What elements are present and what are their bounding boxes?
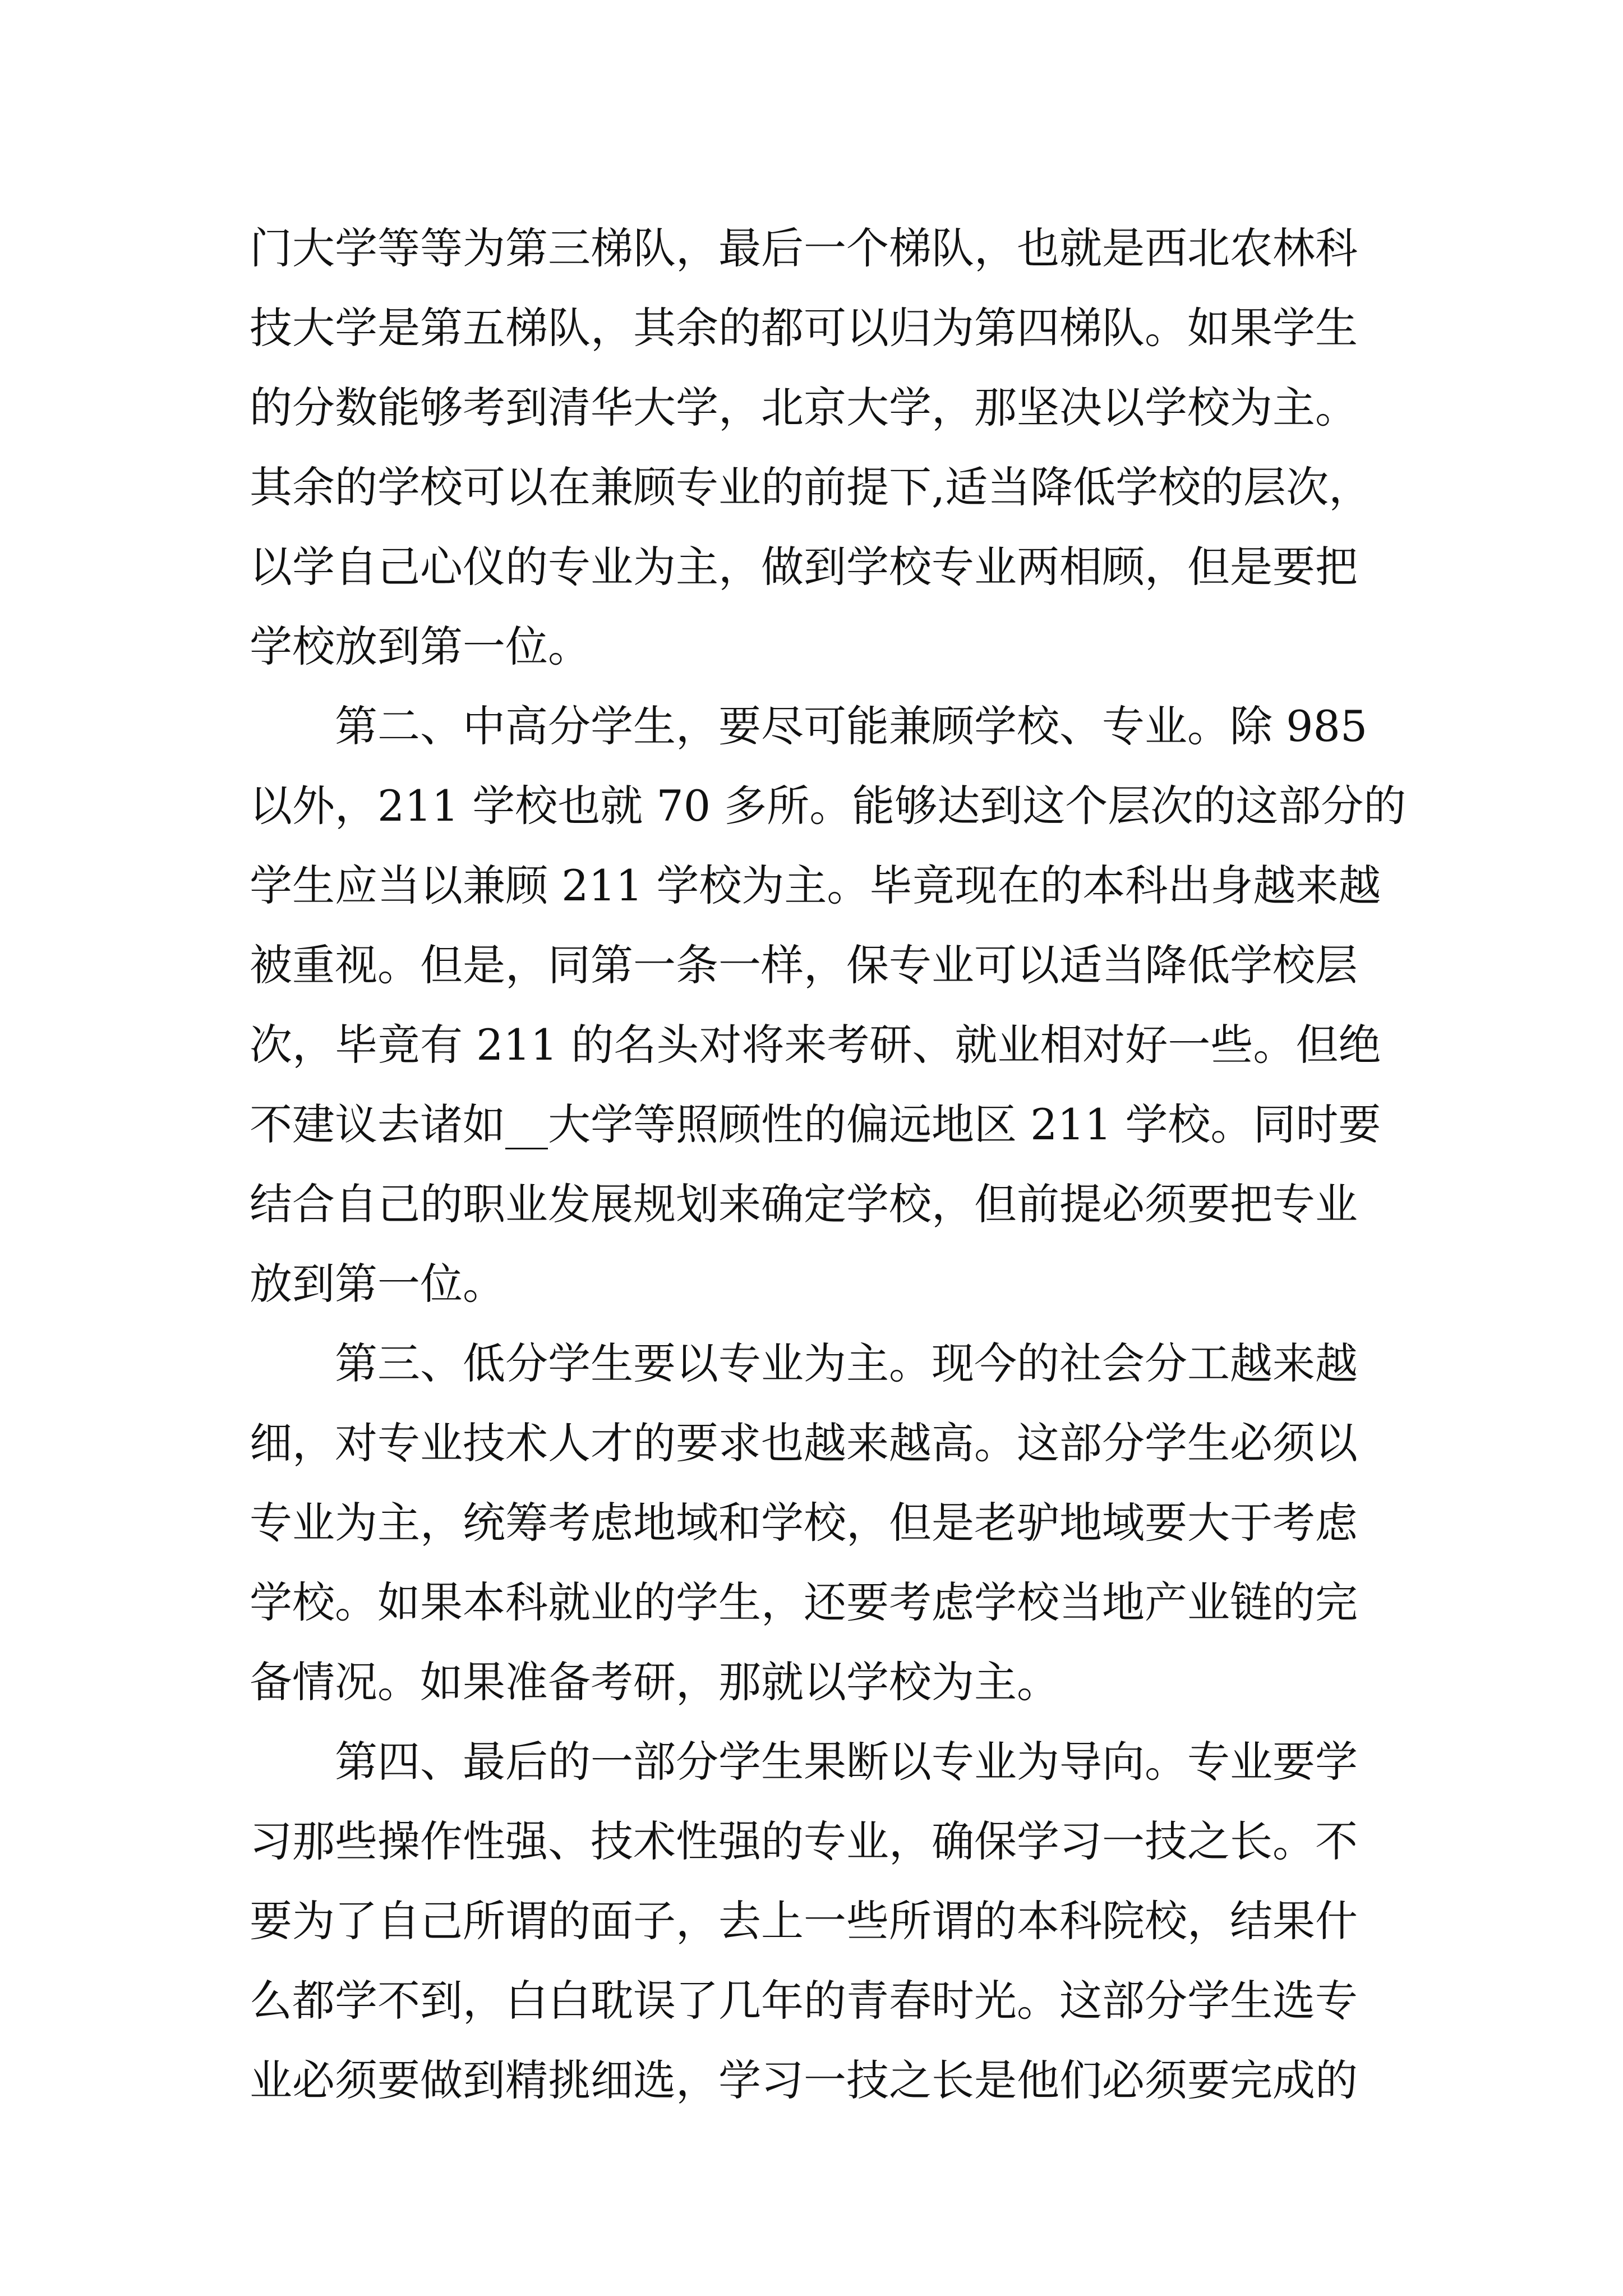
document-body-text <box>250 209 1407 2120</box>
text-line: 结合自己的职业发展规划来确定学校，但前提必须要把专业 <box>250 1179 1358 1229</box>
text-line: 其余的学校可以在兼顾专业的前提下,适当降低学校的层次， <box>250 462 1372 512</box>
paragraph-first-line: 第四、最后的一部分学生果断以专业为导向。专业要学 <box>335 1737 1358 1787</box>
text-line: 专业为主，统筹考虑地域和学校，但是老驴地域要大于考虑 <box>250 1498 1358 1548</box>
text-line: 学生应当以兼顾 211 学校为主。毕竟现在的本科出身越来越 <box>250 861 1381 910</box>
text-line: 学校。如果本科就业的学生，还要考虑学校当地产业链的完 <box>250 1577 1358 1627</box>
text-line: 技大学是第五梯队，其余的都可以归为第四梯队。如果学生 <box>250 303 1358 353</box>
text-line: 以外，211 学校也就 70 多所。能够达到这个层次的这部分的 <box>250 781 1407 831</box>
text-line: 以学自己心仪的专业为主，做到学校专业两相顾，但是要把 <box>250 542 1358 592</box>
paragraph-first-line: 第二、中高分学生，要尽可能兼顾学校、专业。除 985 <box>335 701 1368 751</box>
text-line: 的分数能够考到清华大学，北京大学，那坚决以学校为主。 <box>250 383 1358 432</box>
text-line: 细，对专业技术人才的要求也越来越高。这部分学生必须以 <box>250 1418 1358 1468</box>
text-line: 门大学等等为第三梯队，最后一个梯队，也就是西北农林科 <box>250 223 1358 273</box>
text-line: 业必须要做到精挑细选，学习一技之长是他们必须要完成的 <box>250 2055 1358 2105</box>
text-line: 学校放到第一位。 <box>250 622 591 671</box>
text-line: 放到第一位。 <box>250 1259 505 1309</box>
text-line: 不建议去诸如__大学等照顾性的偏远地区 211 学校。同时要 <box>250 1099 1381 1149</box>
text-line: 要为了自己所谓的面子，去上一些所谓的本科院校，结果什 <box>250 1896 1358 1946</box>
text-line: 次，毕竟有 211 的名头对将来考研、就业相对好一些。但绝 <box>250 1020 1381 1070</box>
text-line: 习那些操作性强、技术性强的专业，确保学习一技之长。不 <box>250 1816 1358 1866</box>
text-line: 备情况。如果准备考研，那就以学校为主。 <box>250 1657 1059 1707</box>
text-line: 被重视。但是，同第一条一样，保专业可以适当降低学校层 <box>250 940 1358 990</box>
text-line: 么都学不到，白白耽误了几年的青春时光。这部分学生选专 <box>250 1976 1358 2026</box>
paragraph-first-line: 第三、低分学生要以专业为主。现今的社会分工越来越 <box>335 1338 1358 1388</box>
